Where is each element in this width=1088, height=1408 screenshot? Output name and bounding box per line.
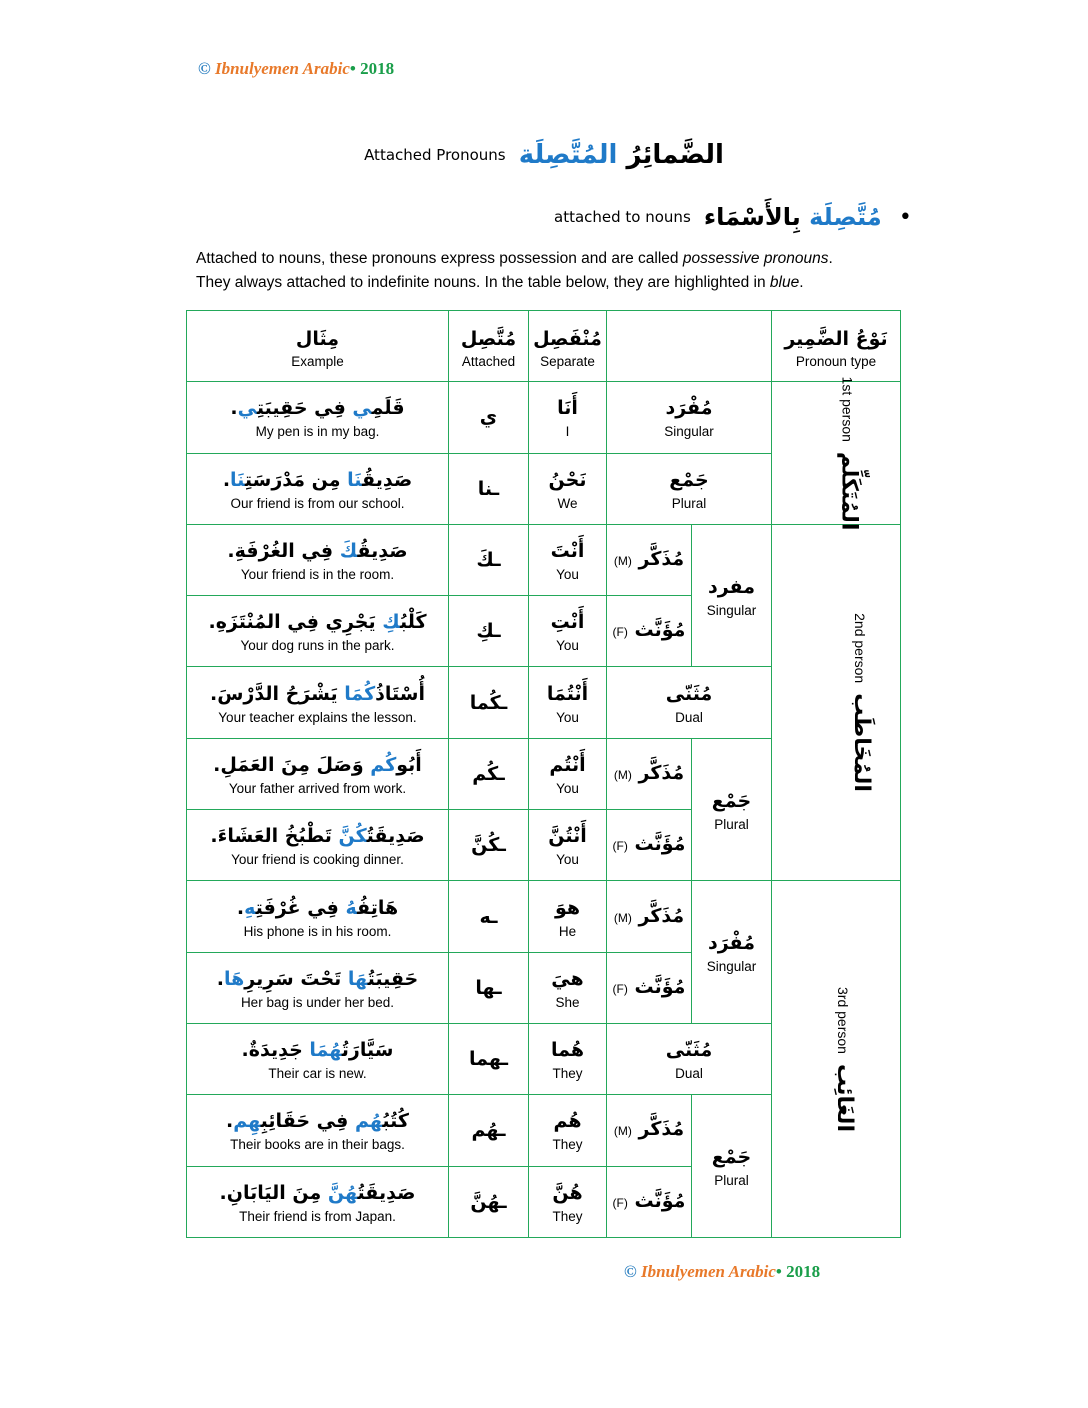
separate-cell [529,810,607,881]
header-blank [607,311,772,382]
separate-ar: أَنْتَ [550,540,585,563]
example-pronoun: ي [352,397,372,420]
subtitle-ar [704,203,882,231]
attached-pronoun: ـهما [449,1023,529,1094]
number-en: Singular [664,424,714,440]
example-pronoun: هُمَا [309,1039,342,1062]
number-cell [692,738,772,881]
separate-ar: هيَ [551,967,584,990]
example-word: وَصَلَ مِنَ العَمَلِ [220,753,371,776]
header-type-en: Pronoun type [795,353,877,369]
example-pronoun: هُ [345,896,358,919]
table-row [187,881,901,952]
gender-mark: (F) [612,839,628,854]
gender-ar: مُؤَنَّث [634,619,686,642]
separate-cell [529,1023,607,1094]
gender-cell [607,596,692,667]
intro-paragraph [196,247,906,295]
example-word: مِن مَدْرَسَتِ [244,468,348,491]
separate-en: She [555,994,580,1010]
intro-text: They always attached to indefinite nouns. In the table below, they are highlighted in [196,274,770,291]
gender-mark: (F) [612,981,628,996]
attached-pronoun: ـكِ [449,596,529,667]
gender-cell [607,881,692,952]
example-word: سَيَّارَتُ [341,1039,394,1062]
header-attached-ar: مُتَّصِل [460,327,517,350]
separate-ar: أَنْتُمَا [546,682,589,705]
gender-ar: مُذَكَّر [638,904,685,927]
example-punct: . [241,1039,249,1062]
title-en: Attached Pronouns [364,146,506,164]
example-word: كُتُبُ [382,1110,409,1133]
example-pronoun: كُم [370,753,397,776]
gender-ar: مُذَكَّر [638,1118,685,1141]
table-header-row [187,311,901,382]
number-cell [607,1023,772,1094]
title-ar-1: الضَّمائِرُ [626,140,724,170]
header-example-en: Example [291,353,344,369]
gender-cell [607,810,692,881]
subtitle-ar-2: بِالأَسْمَاء [703,203,801,231]
title-ar-2: المُتَّصِلَة [518,140,618,170]
example-cell [187,810,449,881]
example-word: هَاتِفُ [357,896,399,919]
example-punct: . [213,753,221,776]
example-word: صَدِيقُ [362,468,413,491]
table-row [187,382,901,453]
separate-cell [529,881,607,952]
group-first-person [772,376,901,531]
gender-mark: (F) [612,1195,628,1210]
separate-en: You [556,780,579,796]
gender-cell [607,524,692,595]
example-translation: Your dog runs in the park. [240,638,395,654]
title-ar [519,140,724,170]
brand-header [198,59,394,79]
example-punct: . [230,397,238,420]
gender-label [613,976,686,998]
separate-en: You [556,709,579,725]
subtitle-en: attached to nouns [554,208,691,226]
number-ar: جَمْع [711,1146,752,1169]
separate-cell [529,1095,607,1166]
example-word: يَشْرَحُ الدَّرْسَ [217,682,345,705]
group-en: 1st person [839,376,856,442]
example-pronoun: هُنَّ [327,1181,358,1204]
separate-en: You [556,638,579,654]
example-pronoun: ي [237,397,257,420]
attached-pronoun: ي [449,382,529,453]
example-word: تَحْتَ سَرِيرِ [244,967,348,990]
gender-label [614,905,684,927]
intro-emphasis: possessive pronouns [682,250,829,267]
example-word: صَدِيقُ [357,540,408,563]
separate-en: They [552,1066,583,1082]
example-word: صَدِيقَتُ [357,1181,416,1204]
example-punct: . [236,896,245,919]
gender-label [613,619,686,641]
number-cell [607,453,772,524]
example-cell [187,596,449,667]
header-attached-en: Attached [461,353,516,369]
brand-year: 2018 [360,59,395,78]
separate-en: You [556,567,579,583]
number-cell [692,1095,772,1238]
brand-name-2: Arabic [302,59,350,78]
copyright-symbol: © [198,59,211,78]
intro-text: . [828,250,833,267]
group-en: 2nd person [851,613,868,684]
number-en: Plural [714,816,749,832]
example-punct: . [210,825,218,848]
separate-cell [529,667,607,738]
example-word: كَلْبُ [399,611,427,634]
gender-label [614,1118,684,1140]
pronoun-table [186,310,901,1238]
gender-ar: مُذَكَّر [638,761,685,784]
example-punct: . [216,967,224,990]
example-word: مِنَ اليَابَانِ [226,1181,328,1204]
example-punct: . [210,682,218,705]
separate-cell [529,1166,607,1237]
example-translation: His phone is in his room. [243,923,392,939]
header-attached [449,311,529,382]
example-word: فِي حَقِيبَتِ [256,397,353,420]
intro-emphasis: blue [769,274,800,291]
example-word: أَبُو [396,753,422,776]
example-translation: Their friend is from Japan. [239,1208,396,1224]
page-title [0,140,1088,170]
gender-mark: (M) [613,1124,632,1139]
number-ar: مُثَنّى [665,682,713,705]
example-cell [187,1095,449,1166]
header-type-ar: نَوْعُ الضَّمِير [784,327,888,350]
gender-mark: (M) [613,910,632,925]
example-pronoun: هَا [347,967,368,990]
separate-ar: هُنَّ [552,1181,583,1204]
example-cell [187,881,449,952]
copyright-symbol: © [624,1262,637,1281]
gender-ar: مُؤَنَّث [634,1189,686,1212]
example-translation: Your teacher explains the lesson. [218,709,417,725]
example-punct: . [219,1181,227,1204]
example-pronoun: كَ [339,540,358,563]
example-cell [187,667,449,738]
example-cell [187,1023,449,1094]
example-word: صَدِيقَتُ [366,825,425,848]
example-translation: Your friend is in the room. [240,567,395,583]
gender-ar: مُؤَنَّث [634,975,686,998]
separate-en: They [552,1137,583,1153]
number-en: Dual [675,709,703,725]
example-word: أُسْتَاذُ [375,682,425,705]
header-separate-en: Separate [540,353,595,369]
brand-name-1: Ibnulyemen [640,1262,726,1281]
attached-pronoun: ـها [449,952,529,1023]
example-translation: My pen is in my bag. [255,424,380,440]
number-ar: مُفْرَد [707,932,755,955]
separate-cell [529,382,607,453]
gender-mark: (M) [613,554,632,569]
separate-en: We [557,495,578,511]
attached-pronoun: ـكَ [449,524,529,595]
gender-label [613,833,686,855]
example-pronoun: هِم [233,1110,261,1133]
example-pronoun: كُنَّ [338,825,367,848]
header-example-ar: مِثَال [295,327,340,350]
bullet-icon: • [898,204,912,230]
example-word: حَقِيبَتُ [367,967,419,990]
example-pronoun: هِ [244,896,256,919]
example-punct: . [226,1110,234,1133]
subtitle-ar-1: مُتَّصِلَة [809,203,882,231]
separate-en: They [552,1208,583,1224]
attached-pronoun: ـكُم [449,738,529,809]
example-pronoun: نَا [347,468,363,491]
number-cell [607,667,772,738]
section-heading [554,203,912,231]
attached-pronoun: ـكُما [449,667,529,738]
example-punct: . [208,611,216,634]
table-row [187,524,901,595]
example-translation: Your friend is cooking dinner. [231,852,404,868]
group-ar: المُخَاطَب [848,693,874,792]
number-en: Singular [706,602,757,618]
intro-text: . [799,274,804,291]
gender-ar: مُذَكَّر [638,548,685,571]
example-word: جَدِيدَةٌ [248,1039,310,1062]
number-cell [692,524,772,667]
separate-en: I [565,424,570,440]
number-en: Plural [671,495,707,511]
number-ar: مُفْرَد [665,397,713,420]
gender-label [614,548,684,570]
header-type [772,311,901,382]
example-pronoun: نَا [230,468,245,491]
brand-year: 2018 [786,1262,821,1281]
separate-cell [529,738,607,809]
group-ar: الغَائِب [831,1063,857,1132]
number-ar: مُثَنّى [665,1039,713,1062]
separate-ar: نَحْنُ [548,468,587,491]
example-pronoun: كِ [382,611,400,634]
separate-cell [529,524,607,595]
gender-cell [607,738,692,809]
separate-ar: أَنْتُنَّ [548,825,587,848]
separate-cell [529,952,607,1023]
example-cell [187,524,449,595]
attached-pronoun: ـكُنَّ [449,810,529,881]
example-word: فِي الغُرْفَةِ [234,540,340,563]
brand-footer [624,1262,820,1282]
number-ar: جَمْع [711,789,752,812]
number-en: Dual [675,1066,703,1082]
example-punct: . [222,468,231,491]
attached-pronoun: ـه [449,881,529,952]
brand-dot: • [775,1262,782,1281]
group-second-person [772,524,901,880]
header-separate [529,311,607,382]
separate-cell [529,596,607,667]
separate-ar: أَنْتِ [550,611,585,634]
example-word: فِي حَقَائِبِ [260,1110,355,1133]
attached-pronoun: ـنا [449,453,529,524]
intro-text: Attached to nouns, these pronouns express possession and are called [196,250,683,267]
example-word: يَجْرِي فِي المُنْتَزَهِ [215,611,383,634]
brand-dot: • [349,59,356,78]
example-pronoun: كُمَا [344,682,376,705]
group-en: 3rd person [834,986,851,1054]
separate-ar: هوَ [554,896,581,919]
number-en: Plural [714,1173,749,1189]
separate-ar: هُم [553,1110,582,1133]
example-word: قَلَمِ [371,397,405,420]
attached-pronoun: ـهُم [449,1095,529,1166]
example-cell [187,952,449,1023]
group-third-person [772,881,901,1238]
separate-ar: أَنْتُم [549,753,586,776]
example-pronoun: هُم [354,1110,383,1133]
example-cell [187,738,449,809]
brand-name-1: Ibnulyemen [214,59,300,78]
number-ar: جَمْع [669,468,709,491]
example-translation: Their car is new. [268,1066,367,1082]
group-ar: المُتَكَلِّم [836,451,862,531]
example-word: تَطْبُخُ العَشَاءَ [217,825,339,848]
number-cell [692,881,772,1024]
attached-pronoun: ـهُنَّ [449,1166,529,1237]
separate-en: You [556,852,579,868]
example-cell [187,382,449,453]
gender-cell [607,952,692,1023]
number-ar: مفرد [707,575,755,598]
number-cell [607,382,772,453]
example-punct: . [227,540,235,563]
separate-cell [529,453,607,524]
example-translation: Their books are in their bags. [230,1137,405,1153]
number-en: Singular [706,959,757,975]
example-word: فِي غُرْفَتِ [255,896,346,919]
example-translation: Your father arrived from work. [228,780,407,796]
separate-ar: أَنَا [557,397,578,420]
header-separate-ar: مُنْفَصِل [533,327,602,350]
example-cell [187,1166,449,1237]
gender-cell [607,1095,692,1166]
gender-mark: (M) [613,767,632,782]
gender-ar: مُؤَنَّث [634,833,686,856]
separate-ar: هُما [550,1039,585,1062]
example-cell [187,453,449,524]
example-translation: Her bag is under her bed. [240,994,395,1010]
brand-name-2: Arabic [728,1262,776,1281]
gender-cell [607,1166,692,1237]
separate-en: He [558,923,577,939]
header-example [187,311,449,382]
gender-label [613,1190,686,1212]
gender-label [614,762,684,784]
gender-mark: (F) [612,625,628,640]
example-pronoun: هَا [223,967,245,990]
example-translation: Our friend is from our school. [230,495,405,511]
